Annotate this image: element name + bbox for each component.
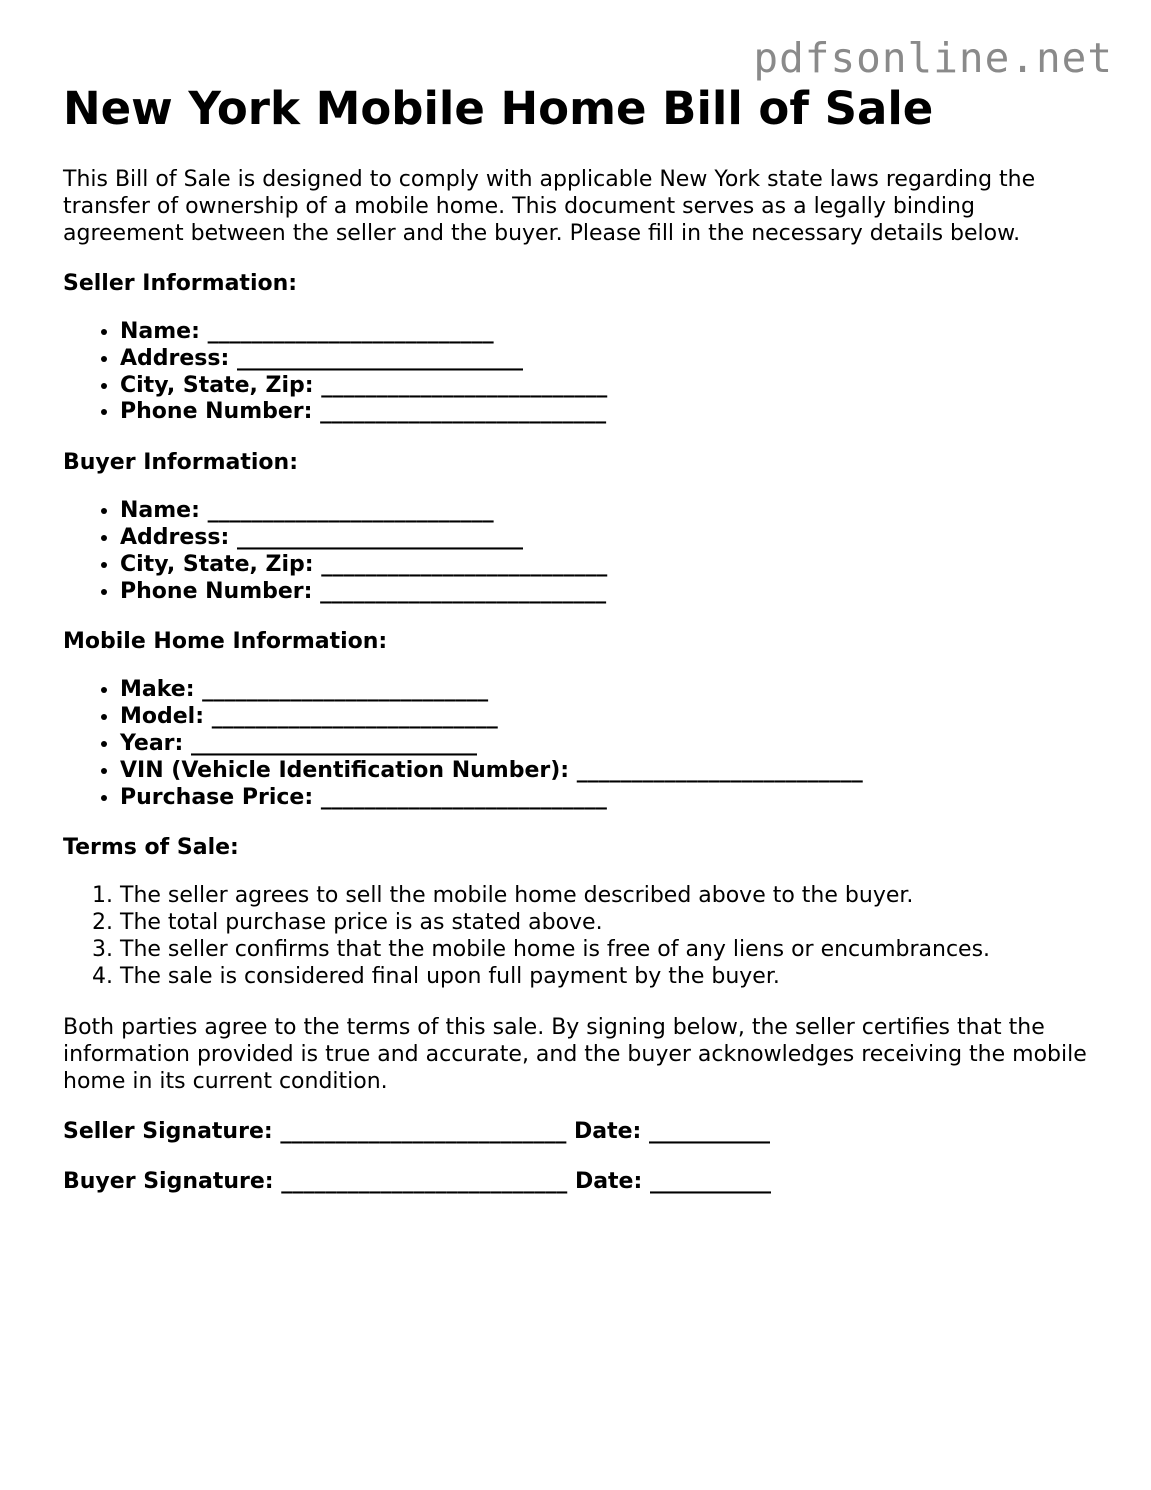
date-blank[interactable]: ___________ [649,1118,771,1144]
fill-blank[interactable]: __________________________ [320,578,607,604]
fill-blank[interactable]: __________________________ [202,677,489,703]
terms-item: 4. The sale is considered final upon full payment by the buyer. [120,964,1093,991]
fill-blank[interactable]: __________________________ [207,498,494,524]
terms-item: 3. The seller confirms that the mobile home is free of any liens or encumbrances. [120,937,1093,964]
fill-blank[interactable]: __________________________ [207,319,494,344]
fill-blank[interactable]: __________________________ [236,524,523,550]
terms-item: 1. The seller agrees to sell the mobile home described above to the buyer. [120,883,1093,910]
fill-blank[interactable]: __________________________ [236,345,523,371]
seller-name-field: • Name: __________________________ [120,319,1093,346]
signature-blank[interactable]: __________________________ [280,1118,567,1144]
fill-blank[interactable]: __________________________ [320,784,607,810]
intro-paragraph: This Bill of Sale is designed to comply with applicable New York state laws regarding the transfer of ownership of a mobile home. This document serves as a legally binding agreement between the seller and the buyer. Please fill in the necessary details below. [63,167,1036,246]
home-model-field: • Model: __________________________ [120,704,1093,731]
seller-fields-list [63,319,1093,426]
seller-city-field: • City, State, Zip: __________________________ [120,373,1093,400]
terms-list [63,883,1093,990]
buyer-address-field: • Address: __________________________ [120,525,1093,552]
fill-blank[interactable]: __________________________ [321,372,608,398]
seller-signature-line: Seller Signature: __________________________ Date: ___________ [63,1118,771,1144]
fill-blank[interactable]: __________________________ [576,757,863,783]
seller-phone-field: • Phone Number: __________________________ [120,399,1093,426]
terms-item: 2. The total purchase price is as stated above. [120,910,1093,937]
seller-address-field: • Address: __________________________ [120,346,1093,373]
buyer-section-heading: Buyer Information: [63,450,298,476]
buyer-name-field: • Name: __________________________ [120,498,1093,525]
page-title: New York Mobile Home Bill of Sale [63,82,934,135]
home-make-field: • Make: __________________________ [120,677,1093,704]
fill-blank[interactable]: __________________________ [191,730,477,756]
buyer-phone-field: • Phone Number: __________________________ [120,579,1093,606]
watermark: pdfsonline.net [753,34,1113,82]
buyer-fields-list [63,498,1093,605]
closing-paragraph: Both parties agree to the terms of this sale. By signing below, the seller certifies that the information provided is true and accurate, and the buyer acknowledges receiving the mobile home in its current condition. [63,1014,1087,1094]
seller-section-heading: Seller Information: [63,271,298,296]
terms-section-heading: Terms of Sale: [63,835,239,861]
home-year-field: • Year: __________________________ [120,731,1093,758]
signature-blank[interactable]: __________________________ [281,1168,568,1194]
fill-blank[interactable]: __________________________ [321,551,608,577]
home-price-field: • Purchase Price: __________________________ [120,785,1093,812]
document-body [63,82,1093,1195]
date-blank[interactable]: ___________ [649,1168,771,1194]
fill-blank[interactable]: __________________________ [211,704,498,730]
buyer-city-field: • City, State, Zip: __________________________ [120,552,1093,579]
home-fields-list [63,677,1093,811]
home-section-heading: Mobile Home Information: [63,629,388,655]
home-vin-field: • VIN (Vehicle Identification Number): __________________________ [120,758,1093,785]
buyer-signature-line: Buyer Signature: __________________________ Date: ___________ [63,1168,771,1194]
fill-blank[interactable]: __________________________ [320,399,607,425]
